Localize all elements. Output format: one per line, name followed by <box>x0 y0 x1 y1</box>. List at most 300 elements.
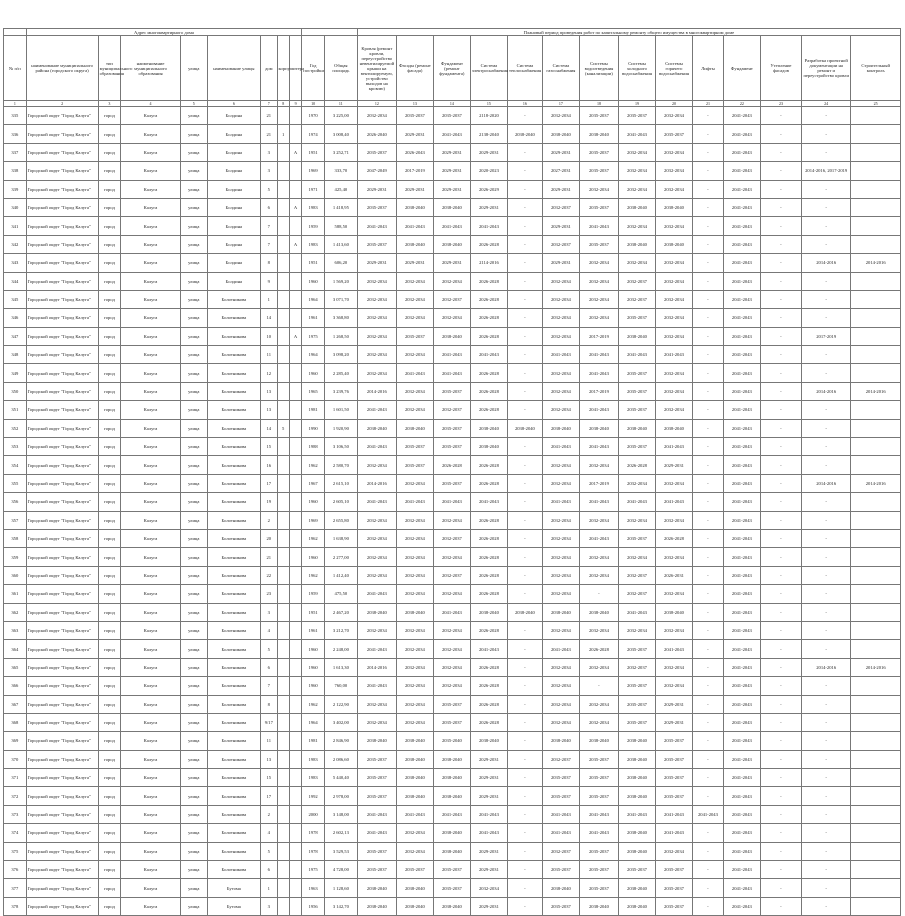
table-cell: 2041-2043 <box>542 346 579 364</box>
table-cell <box>851 842 901 860</box>
table-cell: 1 920,90 <box>324 419 357 437</box>
table-cell: 2032-2034 <box>656 677 693 695</box>
table-cell: 5 <box>261 842 277 860</box>
table-cell: 1981 <box>302 401 325 419</box>
table-cell: 341 <box>4 217 27 235</box>
table-cell: 2032-2034 <box>618 180 655 198</box>
table-cell: 2035-2037 <box>357 842 396 860</box>
table-cell: 1 412,40 <box>324 566 357 584</box>
table-cell: 2032-2034 <box>618 474 655 492</box>
table-cell: 2032-2034 <box>396 713 433 731</box>
table-cell: 333,70 <box>324 162 357 180</box>
table-cell <box>289 897 301 915</box>
table-cell: 23 <box>261 585 277 603</box>
table-cell: город <box>98 493 121 511</box>
table-cell: - <box>802 677 851 695</box>
table-cell: 2041-2043 <box>723 438 760 456</box>
table-cell: 1983 <box>302 198 325 216</box>
table-cell: - <box>760 254 801 272</box>
table-cell: Болотникова <box>207 382 260 400</box>
table-cell: 1964 <box>302 713 325 731</box>
table-cell: 2041-2043 <box>723 640 760 658</box>
table-cell: 2041-2043 <box>723 346 760 364</box>
table-cell: - <box>507 272 542 290</box>
table-cell: улица <box>180 750 207 768</box>
table-cell: Городской округ "Город Калуга" <box>26 529 98 547</box>
table-cell: 1981 <box>302 732 325 750</box>
table-cell: 2041-2043 <box>579 529 618 547</box>
table-cell: 2035-2037 <box>579 162 618 180</box>
table-cell: - <box>760 217 801 235</box>
table-cell <box>289 879 301 897</box>
table-cell: 1962 <box>302 566 325 584</box>
table-cell: 2032-2034 <box>618 511 655 529</box>
table-cell: - <box>760 162 801 180</box>
table-cell: город <box>98 180 121 198</box>
table-cell: 2041-2043 <box>579 493 618 511</box>
table-row <box>4 290 901 308</box>
table-cell: 2 086,60 <box>324 750 357 768</box>
table-cell: город <box>98 603 121 621</box>
table-cell: улица <box>180 585 207 603</box>
table-row <box>4 805 901 823</box>
table-cell <box>851 769 901 787</box>
table-cell <box>851 640 901 658</box>
table-cell: - <box>507 254 542 272</box>
table-cell: 2035-2037 <box>357 750 396 768</box>
table-cell <box>277 272 289 290</box>
table-cell: 20 <box>261 529 277 547</box>
table-cell: 2041-2043 <box>723 474 760 492</box>
table-cell: 2035-2037 <box>396 456 433 474</box>
table-cell: - <box>760 456 801 474</box>
table-cell: - <box>693 879 724 897</box>
table-cell: 1963 <box>302 879 325 897</box>
table-cell: - <box>693 658 724 676</box>
table-cell: 2035-2037 <box>579 235 618 253</box>
table-cell <box>277 198 289 216</box>
table-cell: 2038-2040 <box>579 603 618 621</box>
table-cell: 2032-2034 <box>579 180 618 198</box>
table-cell: 335 <box>4 107 27 125</box>
table-cell: Калуга <box>121 364 181 382</box>
table-cell: 2032-2034 <box>656 107 693 125</box>
table-row <box>4 493 901 511</box>
table-cell: 2035-2037 <box>433 474 470 492</box>
table-cell <box>277 162 289 180</box>
table-cell: город <box>98 254 121 272</box>
table-cell <box>289 162 301 180</box>
table-cell: 2032-2034 <box>542 272 579 290</box>
column-header: Система газоснабжения <box>542 36 579 101</box>
table-cell: 2000 <box>302 805 325 823</box>
table-cell: - <box>507 750 542 768</box>
table-row <box>4 162 901 180</box>
table-cell: 2041-2043 <box>618 805 655 823</box>
table-cell: улица <box>180 677 207 695</box>
table-cell: 2035-2037 <box>357 143 396 161</box>
table-row <box>4 603 901 621</box>
table-cell: - <box>760 677 801 695</box>
table-cell: 2038-2040 <box>618 769 655 787</box>
table-cell: 9 <box>261 272 277 290</box>
table-cell: 2041-2043 <box>723 566 760 584</box>
table-cell: - <box>802 309 851 327</box>
table-cell <box>289 382 301 400</box>
table-cell: Калуга <box>121 198 181 216</box>
table-cell: 1 418,95 <box>324 198 357 216</box>
table-cell: Калуга <box>121 769 181 787</box>
table-cell: - <box>802 125 851 143</box>
table-cell: Калуга <box>121 401 181 419</box>
table-cell: 2032-2034 <box>542 309 579 327</box>
table-cell: 2032-2034 <box>656 382 693 400</box>
table-cell: 339 <box>4 180 27 198</box>
table-cell: Городской округ "Город Калуга" <box>26 879 98 897</box>
table-cell: - <box>802 695 851 713</box>
table-cell: - <box>507 107 542 125</box>
table-cell: 362 <box>4 603 27 621</box>
table-cell: 2026-2028 <box>470 658 507 676</box>
table-cell <box>851 107 901 125</box>
table-cell: 2032-2037 <box>542 235 579 253</box>
table-cell: 2 285,40 <box>324 364 357 382</box>
table-cell: Городской округ "Город Калуга" <box>26 732 98 750</box>
table-cell: 5 <box>277 419 289 437</box>
table-cell: Болотникова <box>207 640 260 658</box>
table-cell: - <box>507 180 542 198</box>
table-cell: 2032-2037 <box>618 658 655 676</box>
table-cell: 2026-2028 <box>470 456 507 474</box>
table-cell: 2026-2040 <box>357 125 396 143</box>
table-row <box>4 695 901 713</box>
table-cell: 373 <box>4 805 27 823</box>
table-cell: 2032-2034 <box>357 272 396 290</box>
table-cell: 2041-2043 <box>433 603 470 621</box>
table-cell: 2032-2034 <box>542 364 579 382</box>
table-cell: - <box>693 732 724 750</box>
table-cell: 2032-2034 <box>579 309 618 327</box>
table-cell: 2041-2043 <box>470 346 507 364</box>
table-cell: город <box>98 548 121 566</box>
table-cell: улица <box>180 603 207 621</box>
table-cell: 606,20 <box>324 254 357 272</box>
table-cell <box>289 787 301 805</box>
table-cell <box>851 824 901 842</box>
table-cell: - <box>760 493 801 511</box>
table-cell <box>277 585 289 603</box>
column-header: литера <box>289 36 301 101</box>
table-cell: 378 <box>4 897 27 915</box>
table-cell: Калуга <box>121 309 181 327</box>
table-cell: 2038-2040 <box>433 235 470 253</box>
table-cell: улица <box>180 309 207 327</box>
table-cell: улица <box>180 198 207 216</box>
table-cell: Калуга <box>121 640 181 658</box>
table-cell: 2041-2043 <box>723 585 760 603</box>
column-number: 16 <box>507 101 542 107</box>
table-cell: Болдина <box>207 125 260 143</box>
table-cell: - <box>507 309 542 327</box>
table-cell: 5 <box>261 640 277 658</box>
table-cell <box>851 805 901 823</box>
table-cell: - <box>760 382 801 400</box>
table-cell: 2038-2040 <box>542 732 579 750</box>
table-cell: 2032-2034 <box>357 621 396 639</box>
table-cell: 2041-2043 <box>357 805 396 823</box>
table-cell: улица <box>180 254 207 272</box>
table-cell: Городской округ "Город Калуга" <box>26 327 98 345</box>
table-cell: - <box>760 750 801 768</box>
table-cell: - <box>693 897 724 915</box>
table-cell: 2032-2034 <box>357 548 396 566</box>
table-cell: город <box>98 107 121 125</box>
table-cell: 2035-2037 <box>396 327 433 345</box>
table-cell: 3 <box>261 143 277 161</box>
table-cell: Городской округ "Город Калуга" <box>26 198 98 216</box>
table-cell: 2032-2034 <box>542 474 579 492</box>
table-cell: 2035-2037 <box>618 529 655 547</box>
table-cell: 13 <box>261 401 277 419</box>
table-cell: 2032-2034 <box>656 474 693 492</box>
table-cell: 2041-2043 <box>357 438 396 456</box>
table-cell: 3 <box>261 162 277 180</box>
table-cell: 2017-2019 <box>579 382 618 400</box>
table-cell: 16 <box>261 456 277 474</box>
table-cell: - <box>760 419 801 437</box>
table-cell: 2038-2040 <box>357 603 396 621</box>
table-cell: 2032-2034 <box>357 511 396 529</box>
table-cell: 2026-2028 <box>470 235 507 253</box>
table-cell: 2041-2043 <box>723 621 760 639</box>
table-cell: 2041-2043 <box>470 493 507 511</box>
table-cell: 4 <box>261 824 277 842</box>
table-cell <box>851 548 901 566</box>
table-cell: 2038-2040 <box>433 842 470 860</box>
table-cell <box>277 493 289 511</box>
table-cell: город <box>98 787 121 805</box>
table-cell <box>289 180 301 198</box>
table-cell: 2041-2043 <box>357 640 396 658</box>
table-cell: Болотникова <box>207 456 260 474</box>
table-cell: - <box>760 309 801 327</box>
table-cell: - <box>802 879 851 897</box>
table-cell: 2041-2043 <box>656 824 693 842</box>
table-cell: улица <box>180 566 207 584</box>
table-cell: 2038-2040 <box>433 787 470 805</box>
table-cell: 1960 <box>302 493 325 511</box>
table-cell: 2017-2019 <box>579 327 618 345</box>
table-cell: 371 <box>4 769 27 787</box>
table-cell: - <box>507 732 542 750</box>
table-row <box>4 143 901 161</box>
table-cell: 1960 <box>302 677 325 695</box>
table-cell: Калуга <box>121 585 181 603</box>
table-cell: - <box>760 346 801 364</box>
table-cell: - <box>760 401 801 419</box>
table-cell: 1 601,50 <box>324 401 357 419</box>
table-cell <box>289 217 301 235</box>
table-cell: 3 142,70 <box>324 897 357 915</box>
table-cell: 2041-2043 <box>723 787 760 805</box>
table-cell: Городской округ "Город Калуга" <box>26 143 98 161</box>
table-cell: 1951 <box>302 254 325 272</box>
table-cell: 2035-2037 <box>656 125 693 143</box>
table-cell: - <box>760 603 801 621</box>
table-cell: - <box>802 438 851 456</box>
table-cell: Городской округ "Город Калуга" <box>26 548 98 566</box>
table-cell: улица <box>180 327 207 345</box>
table-cell: 2038-2040 <box>618 842 655 860</box>
table-cell: 2038-2040 <box>618 327 655 345</box>
table-cell: 2032-2034 <box>542 658 579 676</box>
table-cell: 22 <box>261 566 277 584</box>
table-cell: 2032-2034 <box>357 529 396 547</box>
table-cell: город <box>98 695 121 713</box>
table-cell: - <box>760 640 801 658</box>
table-cell: 10 <box>261 327 277 345</box>
table-cell: - <box>507 677 542 695</box>
table-cell: - <box>760 566 801 584</box>
table-cell: улица <box>180 879 207 897</box>
table-cell: - <box>802 566 851 584</box>
table-cell: 2041-2043 <box>723 382 760 400</box>
table-cell: 2032-2034 <box>433 511 470 529</box>
table-cell: 353 <box>4 438 27 456</box>
table-cell: - <box>693 290 724 308</box>
table-cell: Городской округ "Город Калуга" <box>26 750 98 768</box>
table-cell: 2041-2043 <box>723 732 760 750</box>
table-cell: 2041-2043 <box>723 805 760 823</box>
table-cell: - <box>507 769 542 787</box>
table-cell <box>851 529 901 547</box>
table-cell: - <box>760 713 801 731</box>
table-cell: 2038-2040 <box>396 198 433 216</box>
table-cell <box>277 180 289 198</box>
column-number: 7 <box>261 101 277 107</box>
table-cell: город <box>98 879 121 897</box>
table-row <box>4 364 901 382</box>
table-cell: - <box>802 548 851 566</box>
table-cell: 2014-2016, 2017-2019 <box>802 162 851 180</box>
column-number: 1 <box>4 101 27 107</box>
table-cell: Калуга <box>121 732 181 750</box>
table-cell: - <box>802 272 851 290</box>
table-cell: 2038-2040 <box>656 603 693 621</box>
table-cell <box>851 198 901 216</box>
table-cell: 2032-2034 <box>542 677 579 695</box>
table-cell: город <box>98 677 121 695</box>
table-cell: 21 <box>261 548 277 566</box>
table-row <box>4 107 901 125</box>
table-cell: улица <box>180 769 207 787</box>
table-cell: Калуга <box>121 529 181 547</box>
table-cell: 369 <box>4 732 27 750</box>
table-cell: 2041-2043 <box>723 695 760 713</box>
table-cell: Болотникова <box>207 290 260 308</box>
table-cell: - <box>760 125 801 143</box>
table-cell: Калуга <box>121 235 181 253</box>
table-cell: улица <box>180 401 207 419</box>
column-header: Системы горячего водоснабжения <box>656 36 693 101</box>
table-cell: улица <box>180 713 207 731</box>
table-cell: 349 <box>4 364 27 382</box>
table-cell: Болотникова <box>207 548 260 566</box>
table-cell: 2032-2034 <box>357 327 396 345</box>
table-cell: 2032-2034 <box>542 456 579 474</box>
table-cell: 2032-2034 <box>618 143 655 161</box>
table-cell: улица <box>180 695 207 713</box>
table-cell: 2032-2034 <box>396 309 433 327</box>
table-cell: Болотникова <box>207 309 260 327</box>
table-row <box>4 658 901 676</box>
table-cell: город <box>98 511 121 529</box>
table-cell: 5 <box>261 180 277 198</box>
table-row <box>4 787 901 805</box>
table-cell <box>277 750 289 768</box>
table-cell: 2029-2031 <box>396 254 433 272</box>
table-cell: - <box>760 824 801 842</box>
table-cell: 2041-2043 <box>396 364 433 382</box>
table-cell: 2041-2043 <box>579 438 618 456</box>
table-cell: 2035-2037 <box>433 861 470 879</box>
table-cell: - <box>693 180 724 198</box>
table-cell: 2032-2034 <box>396 695 433 713</box>
table-cell: 1975 <box>302 327 325 345</box>
table-cell: Калуга <box>121 162 181 180</box>
table-cell: Болотникова <box>207 732 260 750</box>
table-cell: 2038-2040 <box>618 750 655 768</box>
table-cell: Калуга <box>121 861 181 879</box>
table-cell: улица <box>180 456 207 474</box>
table-cell: 2032-2034 <box>618 217 655 235</box>
table-cell: Калуга <box>121 143 181 161</box>
table-cell: улица <box>180 162 207 180</box>
column-number: 23 <box>760 101 801 107</box>
table-cell: Городской округ "Город Калуга" <box>26 621 98 639</box>
table-cell <box>851 143 901 161</box>
table-cell: 2035-2037 <box>618 382 655 400</box>
table-cell: - <box>507 585 542 603</box>
table-cell: - <box>693 511 724 529</box>
table-cell: 2038-2040 <box>656 419 693 437</box>
table-cell: 2032-2034 <box>656 162 693 180</box>
table-cell: Калуга <box>121 107 181 125</box>
table-cell: 2029-2031 <box>656 695 693 713</box>
table-cell: - <box>507 658 542 676</box>
table-cell: 588,50 <box>324 217 357 235</box>
table-cell: 2014-2016 <box>851 382 901 400</box>
table-cell: 2035-2037 <box>396 438 433 456</box>
table-cell: 2032-2034 <box>542 548 579 566</box>
table-cell: 8 <box>261 695 277 713</box>
table-cell: 3 252,71 <box>324 143 357 161</box>
table-cell: Калуга <box>121 493 181 511</box>
table-cell: 2041-2043 <box>723 677 760 695</box>
table-cell: 12 <box>261 364 277 382</box>
table-cell <box>289 438 301 456</box>
table-cell: - <box>802 621 851 639</box>
table-cell <box>851 364 901 382</box>
table-cell: 2014-2016 <box>357 658 396 676</box>
table-cell: 2032-2034 <box>579 621 618 639</box>
table-cell: город <box>98 364 121 382</box>
table-cell: Калуга <box>121 603 181 621</box>
table-cell: город <box>98 235 121 253</box>
table-cell: 1962 <box>302 695 325 713</box>
table-cell: 351 <box>4 401 27 419</box>
table-cell: улица <box>180 235 207 253</box>
